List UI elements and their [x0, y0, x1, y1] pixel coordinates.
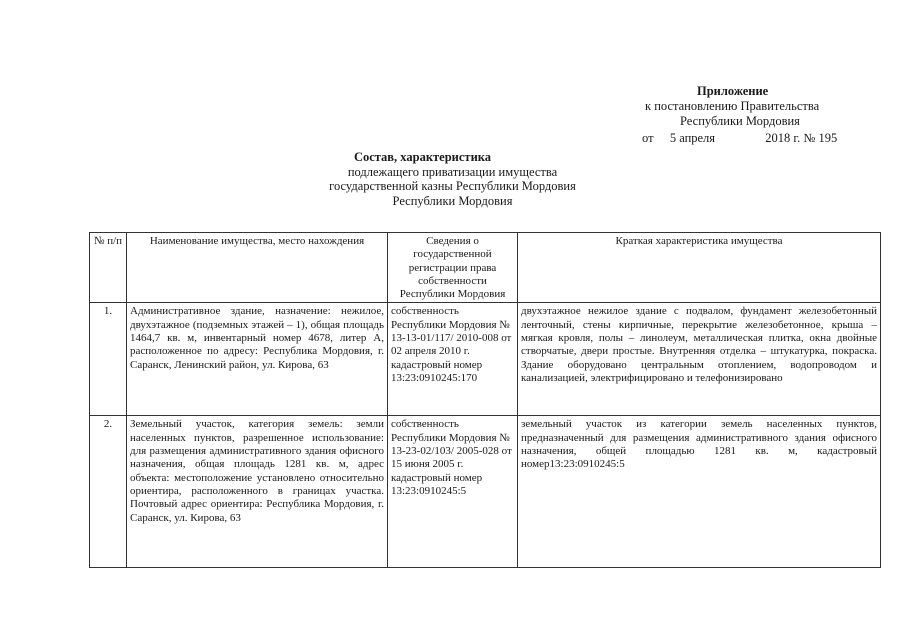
- appendix-line-2: Республики Мордовия: [680, 114, 800, 128]
- heading-line-2: государственной казны Республики Мордовия: [329, 179, 576, 193]
- header-name: Наименование имущества, место нахождения: [127, 233, 388, 303]
- row-registration: собственность Республики Мордовия № 13-23-02/103/ 2005-028 от 15 июня 2005 г. кадастровый номер 13:23:0910245:5: [388, 416, 518, 568]
- header-registration: Сведения о государственной регистрации права собственности Республики Мордовия: [388, 233, 518, 303]
- appendix-date: 5 апреля: [669, 131, 716, 145]
- table-row: [90, 416, 881, 568]
- row-num: 1.: [90, 303, 127, 416]
- row-name: Земельный участок, категория земель: земли населенных пунктов, разрешенное использование: для размещения административного здания офисного назначения, общая площадь 1281 кв. м, адрес объекта: местоположение установлено относительно ориентира, расположенного в границах участка. Почтовый адрес ориентира: Республика Мордовия, г. Саранск, ул. Кирова, 63: [127, 416, 388, 568]
- header-num: № п/п: [90, 233, 127, 303]
- document-title: Состав, характеристика: [353, 150, 492, 164]
- table-row: [90, 303, 881, 416]
- row-name: Административное здание, назначение: нежилое, двухэтажное (подземных этажей – 1), общая площадь 1464,7 кв. м, инвентарный номер 4678, литер А, расположенное по адресу: Республика Мордовия, г. Саранск, Ленинский район, ул. Кирова, 63: [127, 303, 388, 416]
- heading-line-1: подлежащего приватизации имущества: [347, 164, 558, 179]
- heading-line-3: Республики Мордовия: [392, 193, 513, 208]
- row-characteristic: земельный участок из категории земель населенных пунктов, предназначенный для размещения административного здания офисного назначения, общей площадью 1281 кв. м, кадастровый номер13:23:0910245:5: [518, 416, 881, 568]
- row-registration: собственность Республики Мордовия № 13-13-01/117/ 2010-008 от 02 апреля 2010 г. кадастровый номер 13:23:0910245:170: [388, 303, 518, 416]
- appendix-from: от: [642, 131, 654, 145]
- appendix-title: Приложение: [697, 84, 769, 98]
- property-table: [89, 232, 881, 568]
- table-header-row: [90, 233, 881, 303]
- document-heading: [0, 150, 905, 208]
- appendix-line-1: к постановлению Правительства: [645, 99, 820, 113]
- appendix-line-3: [642, 131, 837, 145]
- row-num: 2.: [90, 416, 127, 568]
- row-characteristic: двухэтажное нежилое здание с подвалом, фундамент железобетонный ленточный, стены кирпичные, перекрытие железобетонное, крыша – мягкая кровля, полы – линолеум, металлическая плитка, окна двойные створчатые, двери простые. Внутренняя отделка – штукатурка, покраска. Здание оборудовано центральным отоплением, водопроводом и канализацией, электрифицировано и телефонизировано: [518, 303, 881, 416]
- header-characteristic: Краткая характеристика имущества: [518, 233, 881, 303]
- appendix-year-number: 2018 г. № 195: [765, 131, 838, 145]
